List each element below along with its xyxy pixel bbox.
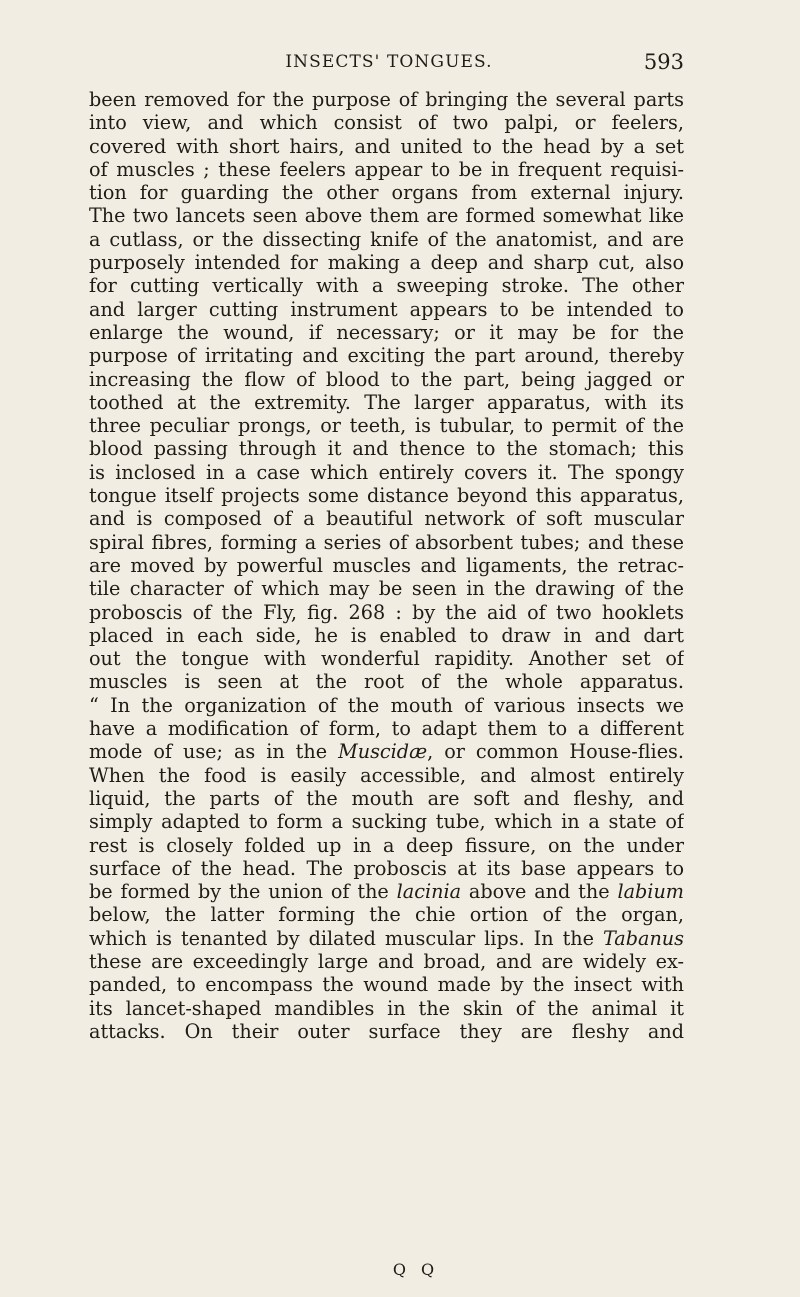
text-line: tile character of which may be seen in the drawing of the (89, 577, 684, 601)
text-line: and larger cutting instrument appears to be intended to (89, 297, 684, 321)
text-line: increasing the flow of blood to the part, being jagged or (89, 367, 684, 391)
text-line: tongue itself projects some distance beyond this apparatus, (89, 484, 684, 508)
text-line: purpose of irritating and exciting the part around, thereby (89, 344, 684, 368)
running-title: INSECTS' TONGUES. (285, 52, 493, 72)
text-line: for cutting vertically with a sweeping stroke. The other (89, 274, 684, 298)
text-line: purposely intended for making a deep and sharp cut, also (89, 251, 684, 275)
text-line: tion for guarding the other organs from external injury. (89, 181, 684, 205)
running-head (94, 47, 684, 77)
text-line: mode of use; as in the Muscidæ, or common House-flies. (89, 740, 684, 764)
text-line: rest is closely folded up in a deep fissure, on the under (89, 833, 684, 857)
text-line: The two lancets seen above them are formed somewhat like (89, 204, 684, 228)
text-line: “ In the organization of the mouth of various insects we (89, 693, 684, 717)
text-line: covered with short hairs, and united to the head by a set (89, 134, 684, 158)
text-line: of muscles ; these feelers appear to be in frequent requisi- (89, 157, 684, 181)
text-line: surface of the head. The proboscis at its base appears to (89, 856, 684, 880)
text-line: spiral fibres, forming a series of absorbent tubes; and these (89, 530, 684, 554)
body-text (89, 88, 684, 1043)
text-line: toothed at the extremity. The larger apparatus, with its (89, 390, 684, 414)
text-line: been removed for the purpose of bringing the several parts (89, 88, 684, 111)
text-line: below, the latter forming the chie ortion of the organ, (89, 903, 684, 927)
text-line: and is composed of a beautiful network of soft muscular (89, 507, 684, 531)
page-number: 593 (643, 50, 684, 74)
text-line: When the food is easily accessible, and almost entirely (89, 763, 684, 787)
text-line: placed in each side, he is enabled to draw in and dart (89, 623, 684, 647)
signature-mark: Q Q (392, 1260, 440, 1279)
text-line: enlarge the wound, if necessary; or it may be for the (89, 320, 684, 344)
text-line: a cutlass, or the dissecting knife of the anatomist, and are (89, 227, 684, 251)
text-line: panded, to encompass the wound made by the insect with (89, 973, 684, 997)
text-line: blood passing through it and thence to the stomach; this (89, 437, 684, 461)
text-line: attacks. On their outer surface they are fleshy and (89, 1019, 684, 1043)
text-line: proboscis of the Fly, fig. 268 : by the aid of two hooklets (89, 600, 684, 624)
text-line: is inclosed in a case which entirely covers it. The spongy (89, 460, 684, 484)
text-line: which is tenanted by dilated muscular lips. In the Tabanus (89, 926, 684, 950)
text-line: into view, and which consist of two palpi, or feelers, (89, 111, 684, 135)
text-line: liquid, the parts of the mouth are soft and fleshy, and (89, 786, 684, 810)
text-line: have a modification of form, to adapt them to a different (89, 717, 684, 741)
text-line: out the tongue with wonderful rapidity. Another set of (89, 647, 684, 671)
text-line: its lancet-shaped mandibles in the skin of the animal it (89, 996, 684, 1020)
text-line: be formed by the union of the lacinia above and the labium (89, 880, 684, 904)
text-line: muscles is seen at the root of the whole apparatus. (89, 670, 684, 694)
text-line: simply adapted to form a sucking tube, which in a state of (89, 810, 684, 834)
text-line: three peculiar prongs, or teeth, is tubular, to permit of the (89, 414, 684, 438)
text-line: these are exceedingly large and broad, and are widely ex- (89, 949, 684, 973)
text-line: are moved by powerful muscles and ligaments, the retrac- (89, 553, 684, 577)
